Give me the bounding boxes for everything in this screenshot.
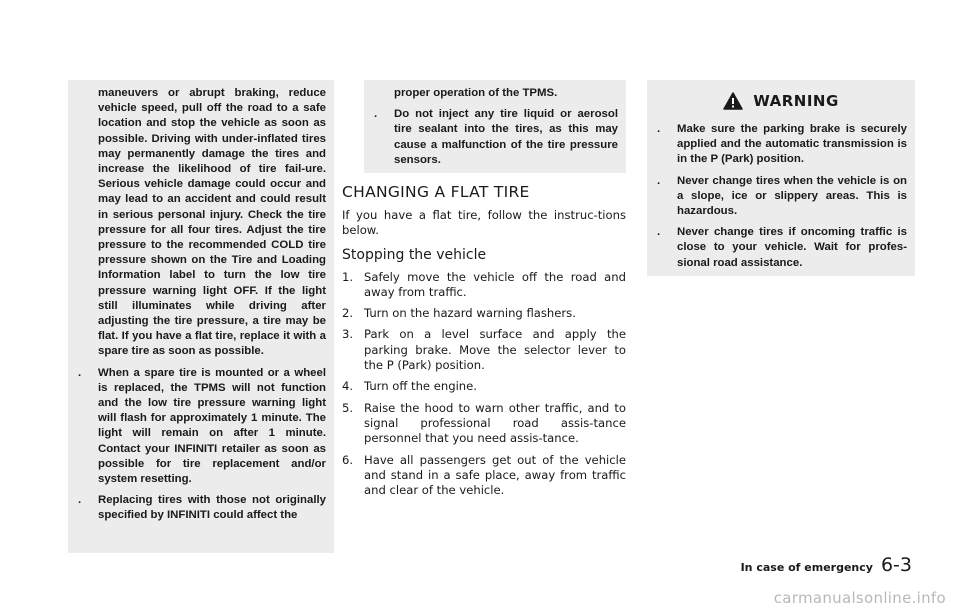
list-item — [364, 107, 618, 168]
step-number: 5. — [342, 400, 354, 415]
step-text: Safely move the vehicle off the road and away from traffic. — [364, 269, 626, 299]
list-item — [342, 327, 626, 373]
tpms-bullet-spare-tire: When a spare tire is mounted or a wheel is replaced, the TPMS will not function and the low tire pressure warning light will flash for approximately 1 minute. The light will remain on after 1 minute. Contact your INFINITI retailer as soon as possible for tire replacement and/or system resetting. — [98, 366, 326, 486]
list-item — [342, 270, 626, 301]
watermark-text: carmanualsonline.info — [773, 589, 946, 607]
list-item — [342, 453, 626, 499]
bullet-marker: . — [657, 174, 661, 187]
bullet-marker: . — [78, 494, 82, 507]
tpms-warning-intro: maneuvers or abrupt braking, reduce vehicle speed, pull off the road to a safe location and stop the vehicle as soon as possible. Driving with under-inflated tires may permanently damage the tires and increase the likelihood of tire fail-ure. Serious vehicle damage could occur and may lead to an accident and could result in serious personal injury. Check the tire pressure for all four tires. Adjust the tire pressure to the recommended COLD tire pressure shown on the Tire and Loading Information label to turn the low tire pressure warning light OFF. If the light still illuminates while driving after adjusting the tire pressure, a tire may be flat. If you have a flat tire, replace it with a spare tire as soon as possible. — [98, 87, 326, 358]
page-footer — [741, 554, 912, 576]
step-number: 3. — [342, 327, 354, 342]
page-number: 6-3 — [880, 554, 912, 576]
bullet-marker: . — [374, 108, 378, 121]
step-text: Turn off the engine. — [364, 379, 477, 394]
step-number: 2. — [342, 306, 354, 321]
section-intro: If you have a flat tire, follow the instruc-tions below. — [342, 208, 626, 238]
warning-bullets — [647, 122, 907, 271]
parking-brake-bullet: Make sure the parking brake is securely applied and the automatic transmission is in the P (Park) position. — [677, 123, 907, 166]
bullet-marker: . — [657, 226, 661, 239]
slope-bullet: Never change tires when the vehicle is on a slope, ice or slippery areas. This is hazardous. — [677, 174, 907, 218]
warning-title: WARNING — [753, 92, 839, 110]
step-text: Have all passengers get out of the vehicle and stand in a safe place, away from traffic and clear of the vehicle. — [364, 452, 626, 498]
step-number: 4. — [342, 379, 354, 394]
list-item — [342, 306, 626, 321]
list-item — [342, 379, 626, 394]
bullet-marker: . — [657, 123, 661, 135]
tpms-warning-continued — [364, 86, 618, 168]
step-text: Raise the hood to warn other traffic, and to signal professional road assis-tance personnel that you need assis-tance. — [364, 400, 626, 446]
parking-warning-box — [647, 84, 915, 271]
steps-list — [342, 270, 626, 499]
bullet-marker: . — [78, 366, 82, 379]
list-item — [68, 493, 326, 523]
tpms-warning-column — [68, 86, 326, 524]
tire-sealant-bullet: Do not inject any tire liquid or aerosol tire sealant into the tires, as this may cause a malfunction of the tire pressure sensors. — [394, 108, 618, 166]
section-name: In case of emergency — [740, 561, 873, 574]
section-heading: CHANGING A FLAT TIRE — [342, 183, 530, 201]
warning-header — [647, 84, 915, 118]
step-number: 1. — [342, 269, 354, 284]
step-number: 6. — [342, 452, 354, 467]
step-text: Turn on the hazard warning flashers. — [364, 306, 576, 321]
oncoming-traffic-bullet: Never change tires if oncoming traffic is close to your vehicle. Wait for profes-sional road assistance. — [677, 226, 907, 269]
list-item — [342, 401, 626, 447]
tpms-bullet-replacing-tires: Replacing tires with those not originally specified by INFINITI could affect the — [98, 494, 326, 522]
subsection-heading: Stopping the vehicle — [342, 246, 487, 263]
warning-triangle-icon — [723, 92, 743, 110]
list-item — [647, 174, 907, 220]
continued-text: proper operation of the TPMS. — [394, 87, 558, 99]
step-text: Park on a level surface and apply the parking brake. Move the selector lever to the P (Park) position. — [364, 327, 626, 373]
list-item — [68, 366, 326, 488]
flat-tire-section — [342, 183, 626, 504]
list-item — [647, 122, 907, 168]
list-item — [647, 225, 907, 271]
